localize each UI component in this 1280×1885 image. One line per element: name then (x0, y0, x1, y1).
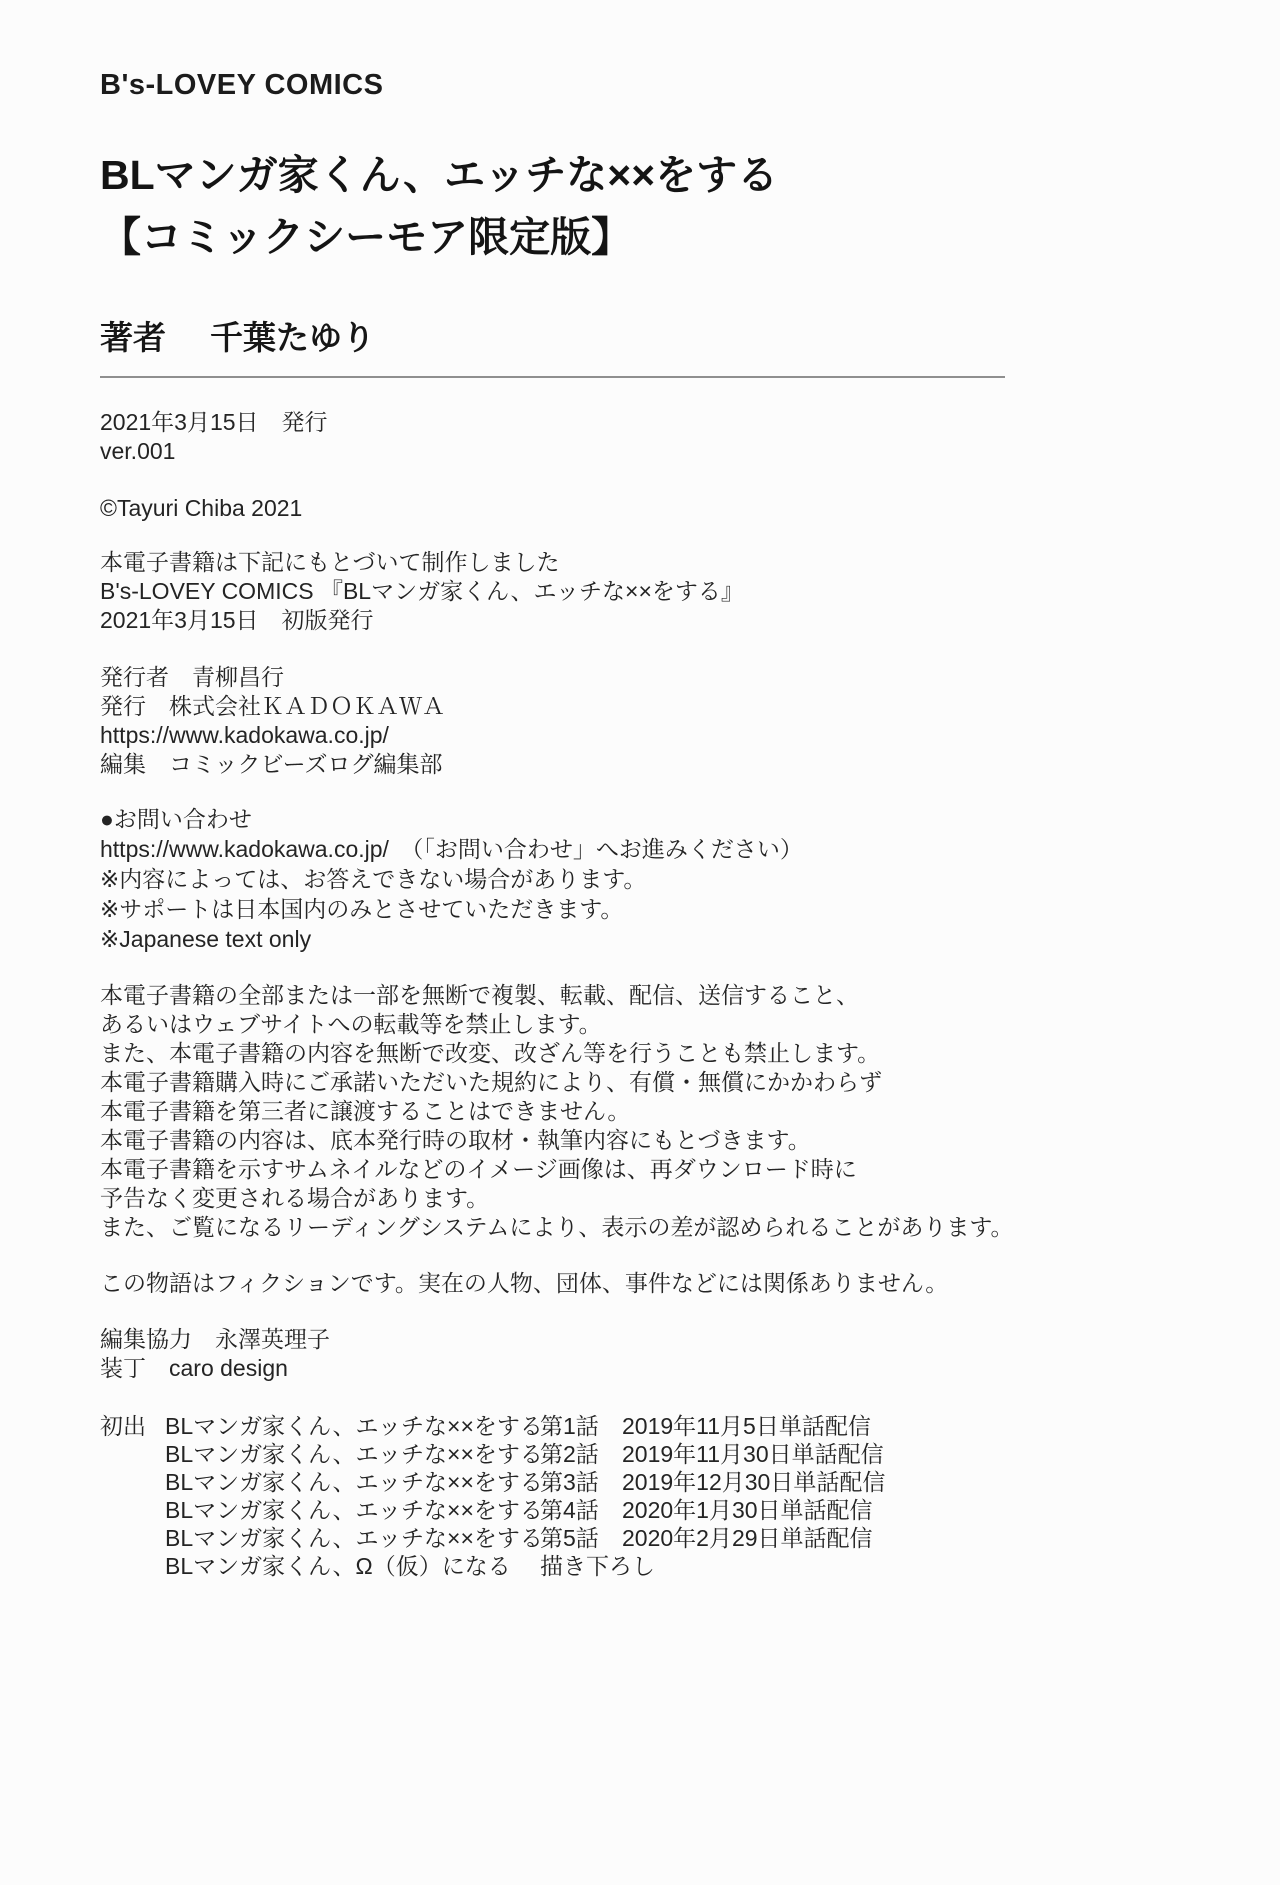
first-publication-row (100, 1440, 1220, 1468)
divider-rule (100, 376, 1005, 378)
first-publication-label: 初出 (100, 1413, 146, 1439)
episode-number: 描き下ろし (540, 1553, 655, 1579)
edition-block (100, 408, 1220, 466)
source-block (100, 548, 1220, 635)
credits-block (100, 1325, 1220, 1383)
episode-number: 第1話 (540, 1413, 599, 1439)
episode-number: 第3話 (540, 1469, 599, 1495)
imprint-label: B's-LOVEY COMICS (100, 69, 384, 101)
publisher-url: https://www.kadokawa.co.jp/ (100, 722, 389, 748)
episode-title: BLマンガ家くん、エッチな××をする (165, 1469, 543, 1495)
fiction-disclaimer (100, 1269, 1220, 1298)
author-line (100, 316, 1220, 360)
first-publication-table (100, 1412, 1220, 1580)
legal-block (100, 981, 1220, 1242)
legal-line: 予告なく変更される場合があります。 (100, 1185, 490, 1211)
first-publication-row (100, 1468, 1220, 1496)
legal-line: また、本電子書籍の内容を無断で改変、改ざん等を行うことも禁止します。 (100, 1040, 881, 1066)
legal-line: 本電子書籍購入時にご承諾いただいた規約により、有償・無償にかかわらず (100, 1069, 882, 1095)
contact-block (100, 804, 1220, 954)
legal-line: あるいはウェブサイトへの転載等を禁止します。 (100, 1011, 602, 1037)
legal-line: 本電子書籍の内容は、底本発行時の取材・執筆内容にもとづきます。 (100, 1127, 811, 1153)
source-intro: 本電子書籍は下記にもとづいて制作しました (100, 549, 560, 575)
contact-note: ※Japanese text only (100, 926, 312, 952)
author-name: 千葉たゆり (210, 319, 375, 356)
first-publication-row (100, 1412, 1220, 1440)
fiction-note: この物語はフィクションです。実在の人物、団体、事件などには関係ありません。 (100, 1270, 949, 1296)
legal-line: 本電子書籍を第三者に譲渡することはできません。 (100, 1098, 631, 1124)
first-publication-row (100, 1552, 1220, 1580)
episode-date: 2019年11月30日単話配信 (622, 1441, 884, 1467)
episode-date: 2020年1月30日単話配信 (622, 1497, 873, 1523)
contact-note: ※サポートは日本国内のみとさせていただきます。 (100, 896, 624, 922)
episode-number: 第2話 (540, 1441, 599, 1467)
episode-title: BLマンガ家くん、Ω（仮）になる (165, 1553, 511, 1579)
first-publication-row (100, 1496, 1220, 1524)
legal-line: 本電子書籍を示すサムネイルなどのイメージ画像は、再ダウンロード時に (100, 1156, 857, 1182)
book-title-line2: 【コミックシーモア限定版】 (100, 214, 633, 260)
episode-date: 2020年2月29日単話配信 (622, 1525, 873, 1551)
editing-cooperation: 編集協力 永澤英理子 (100, 1326, 330, 1352)
contact-note: ※内容によっては、お答えできない場合があります。 (100, 866, 647, 892)
publisher-person: 発行者 青柳昌行 (100, 664, 284, 690)
cover-design: 装丁 caro design (100, 1355, 288, 1381)
contact-heading: ●お問い合わせ (100, 806, 252, 832)
publisher-block (100, 663, 1220, 779)
editing-department: 編集 コミックビーズログ編集部 (100, 751, 443, 777)
first-publication-row (100, 1524, 1220, 1552)
publisher-company: 発行 株式会社ＫＡＤＯＫＡＷＡ (100, 693, 445, 719)
episode-date: 2019年12月30日単話配信 (622, 1469, 886, 1495)
colophon-page (0, 66, 1280, 1885)
episode-number: 第5話 (540, 1525, 599, 1551)
source-book: B's-LOVEY COMICS 『BLマンガ家くん、エッチな××をする』 (100, 578, 744, 604)
episode-title: BLマンガ家くん、エッチな××をする (165, 1497, 543, 1523)
episode-date (622, 1552, 1220, 1580)
version-number: ver.001 (100, 438, 176, 464)
contact-url-line: https://www.kadokawa.co.jp/ （「お問い合わせ」へお進みください） (100, 836, 803, 862)
issue-date: 2021年3月15日 発行 (100, 409, 328, 435)
episode-title: BLマンガ家くん、エッチな××をする (165, 1525, 543, 1551)
book-title-line1: BLマンガ家くん、エッチな××をする (100, 152, 779, 198)
book-title (100, 144, 1220, 268)
legal-line: 本電子書籍の全部または一部を無断で複製、転載、配信、送信すること、 (100, 982, 859, 1008)
author-label: 著者 (100, 319, 166, 356)
episode-number: 第4話 (540, 1497, 599, 1523)
episode-title: BLマンガ家くん、エッチな××をする (165, 1413, 543, 1439)
source-first-edition: 2021年3月15日 初版発行 (100, 607, 374, 633)
copyright-notice: ©Tayuri Chiba 2021 (100, 495, 303, 521)
copyright-block (100, 494, 1220, 523)
episode-date: 2019年11月5日単話配信 (622, 1413, 871, 1439)
legal-line: また、ご覧になるリーディングシステムにより、表示の差が認められることがあります。 (100, 1214, 1014, 1240)
episode-title: BLマンガ家くん、エッチな××をする (165, 1441, 543, 1467)
